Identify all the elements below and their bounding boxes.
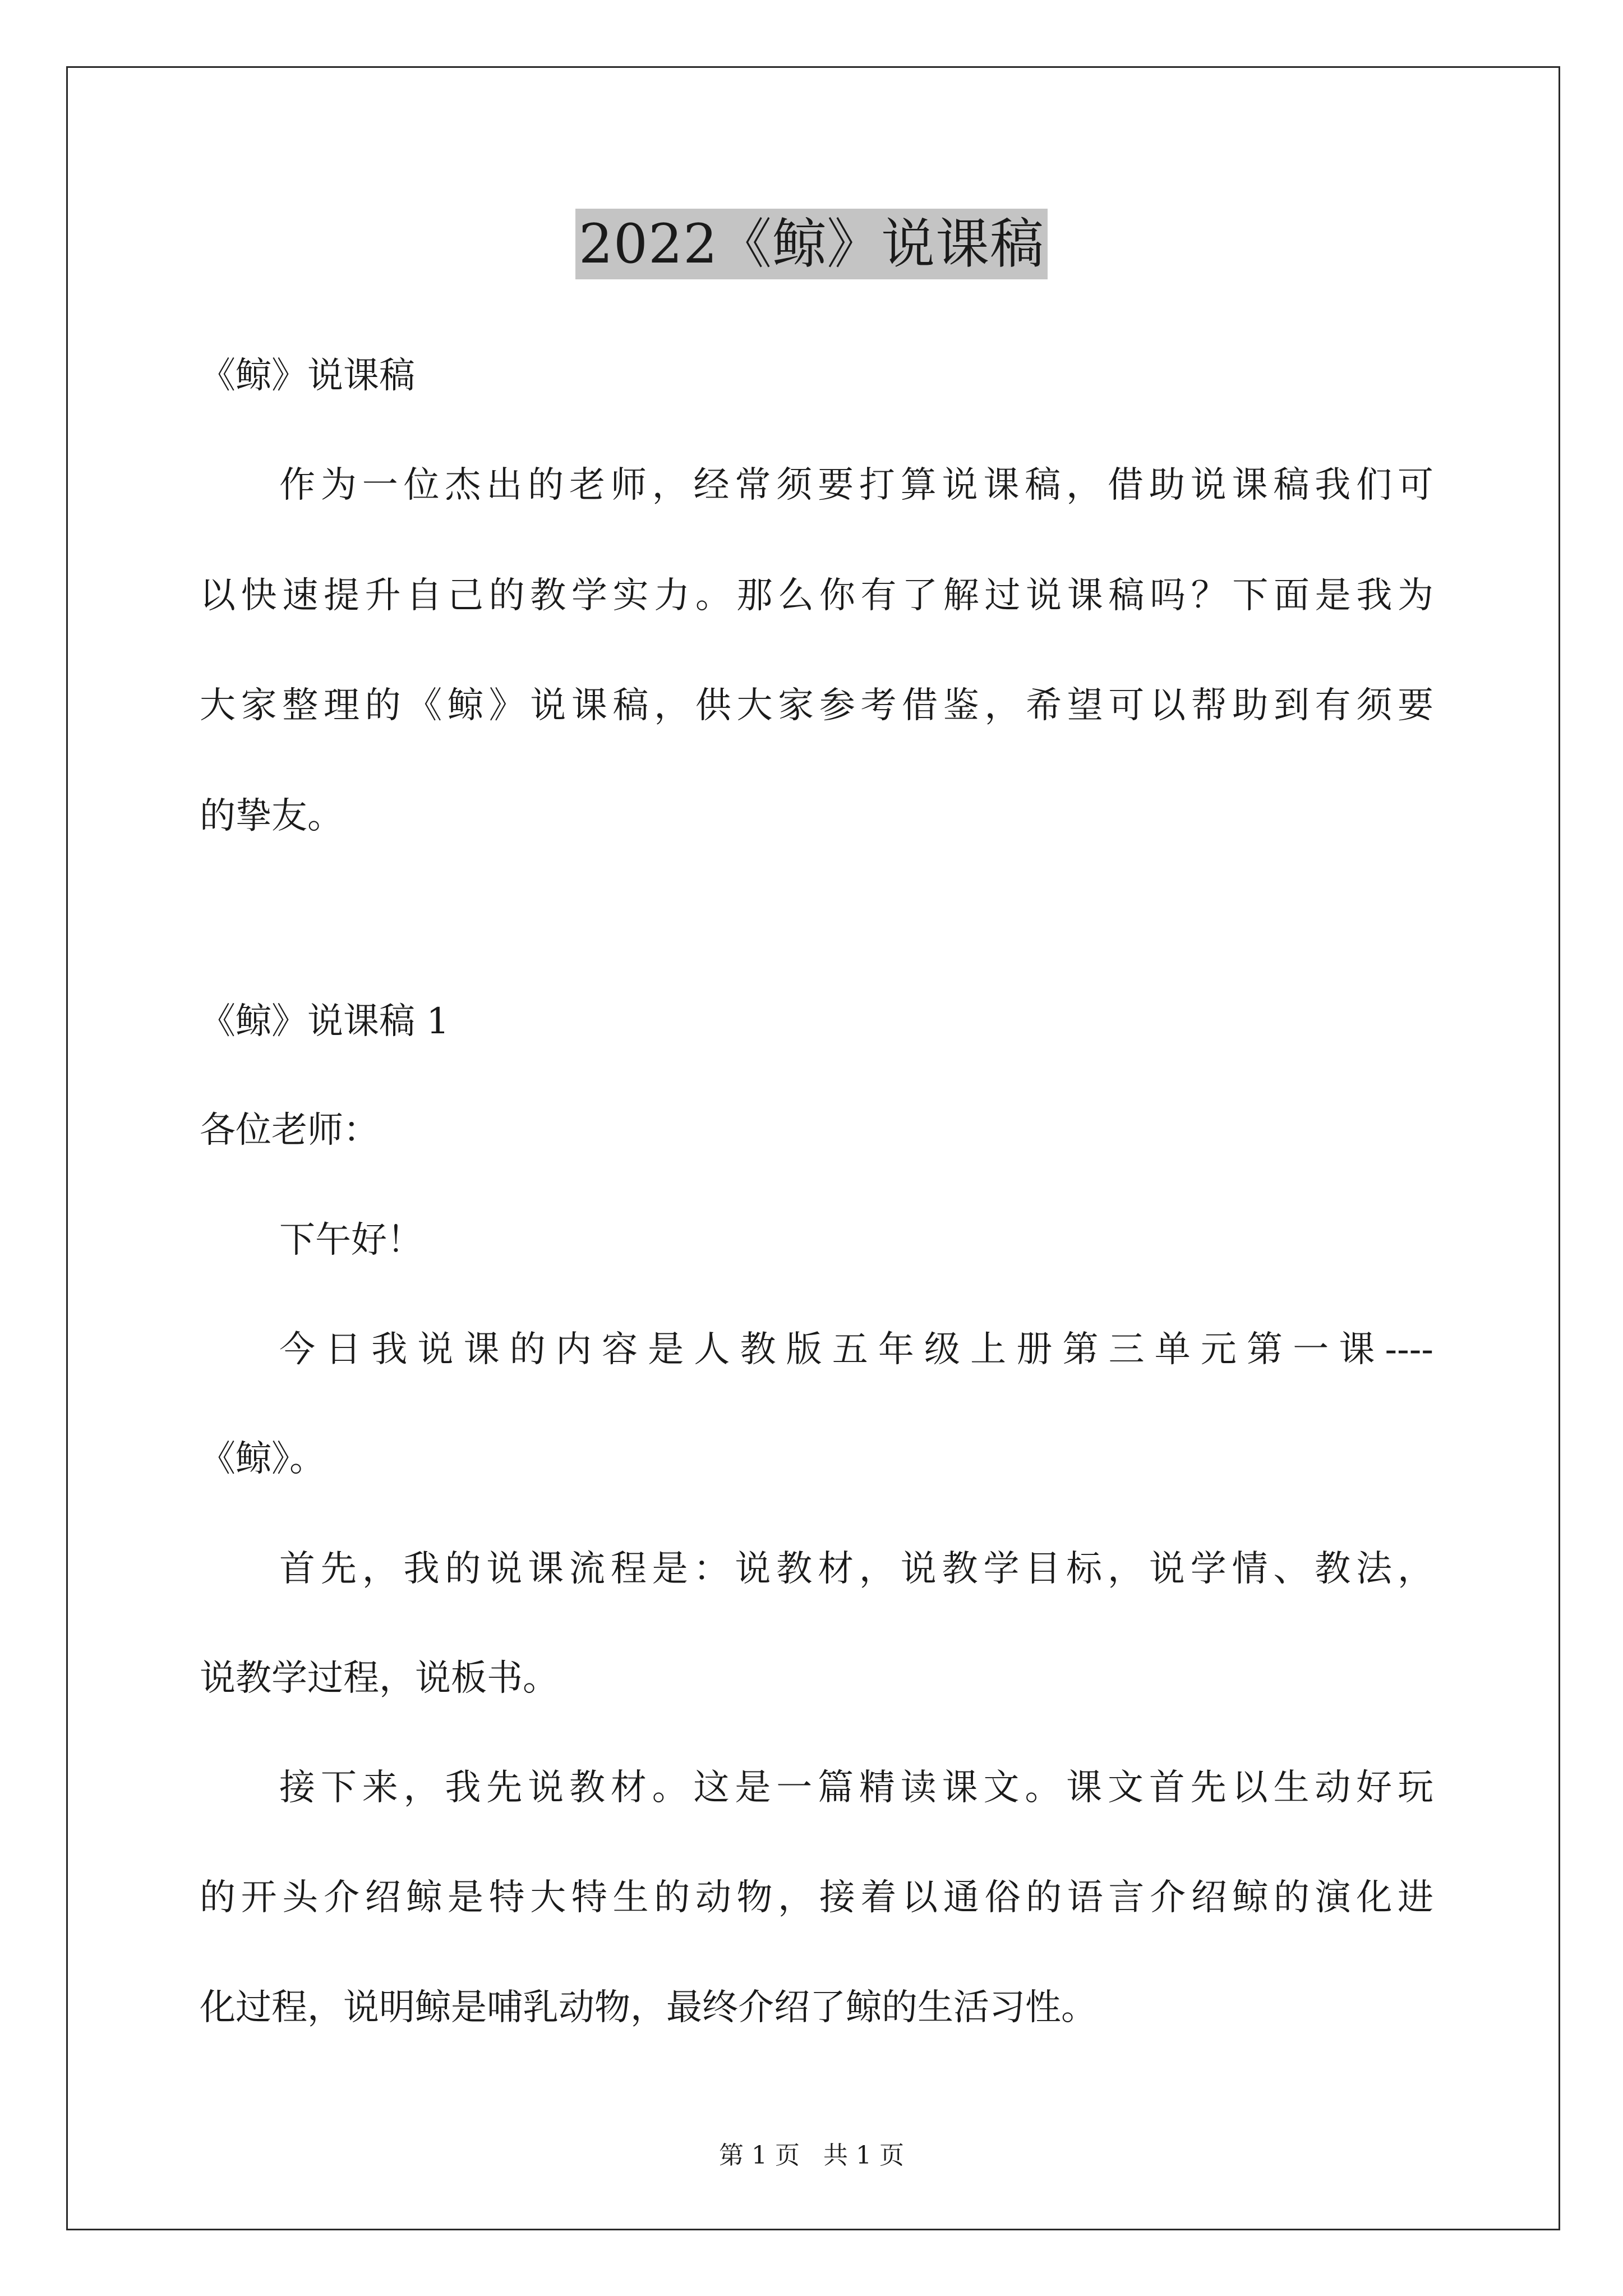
paragraph-line: 以快速提升自己的教学实力。那么你有了解过说课稿吗？下面是我为 <box>200 575 1433 616</box>
greeting-line: 各位老师： <box>200 1110 379 1151</box>
page-footer: 第 1 页 共 1 页 <box>719 2141 904 2170</box>
paragraph-line: 的挚友。 <box>200 795 343 837</box>
paragraph-line: 化过程，说明鲸是哺乳动物，最终介绍了鲸的生活习性。 <box>200 1987 1097 2028</box>
paragraph-line: 接下来，我先说教材。这是一篇精读课文。课文首先以生动好玩 <box>279 1767 1433 1809</box>
paragraph-line: 《鲸》。 <box>200 1438 325 1480</box>
section-heading: 《鲸》说课稿 <box>200 355 415 397</box>
document-title: 2022《鲸》说课稿 <box>575 209 1048 279</box>
paragraph-line: 说教学过程，说板书。 <box>200 1658 559 1699</box>
paragraph-line: 的开头介绍鲸是特大特生的动物，接着以通俗的语言介绍鲸的演化进 <box>200 1877 1433 1918</box>
paragraph-line: 下午好！ <box>279 1220 423 1261</box>
title-container <box>0 209 1623 279</box>
paragraph-line: 今日我说课的内容是人教版五年级上册第三单元第一课---- <box>279 1329 1433 1370</box>
paragraph-line: 大家整理的《鲸》说课稿，供大家参考借鉴，希望可以帮助到有须要 <box>200 685 1433 726</box>
paragraph-line: 作为一位杰出的老师，经常须要打算说课稿，借助说课稿我们可 <box>279 464 1433 506</box>
paragraph-line: 首先，我的说课流程是：说教材，说教学目标，说学情、教法， <box>279 1548 1433 1590</box>
section-heading: 《鲸》说课稿 1 <box>200 1001 450 1042</box>
